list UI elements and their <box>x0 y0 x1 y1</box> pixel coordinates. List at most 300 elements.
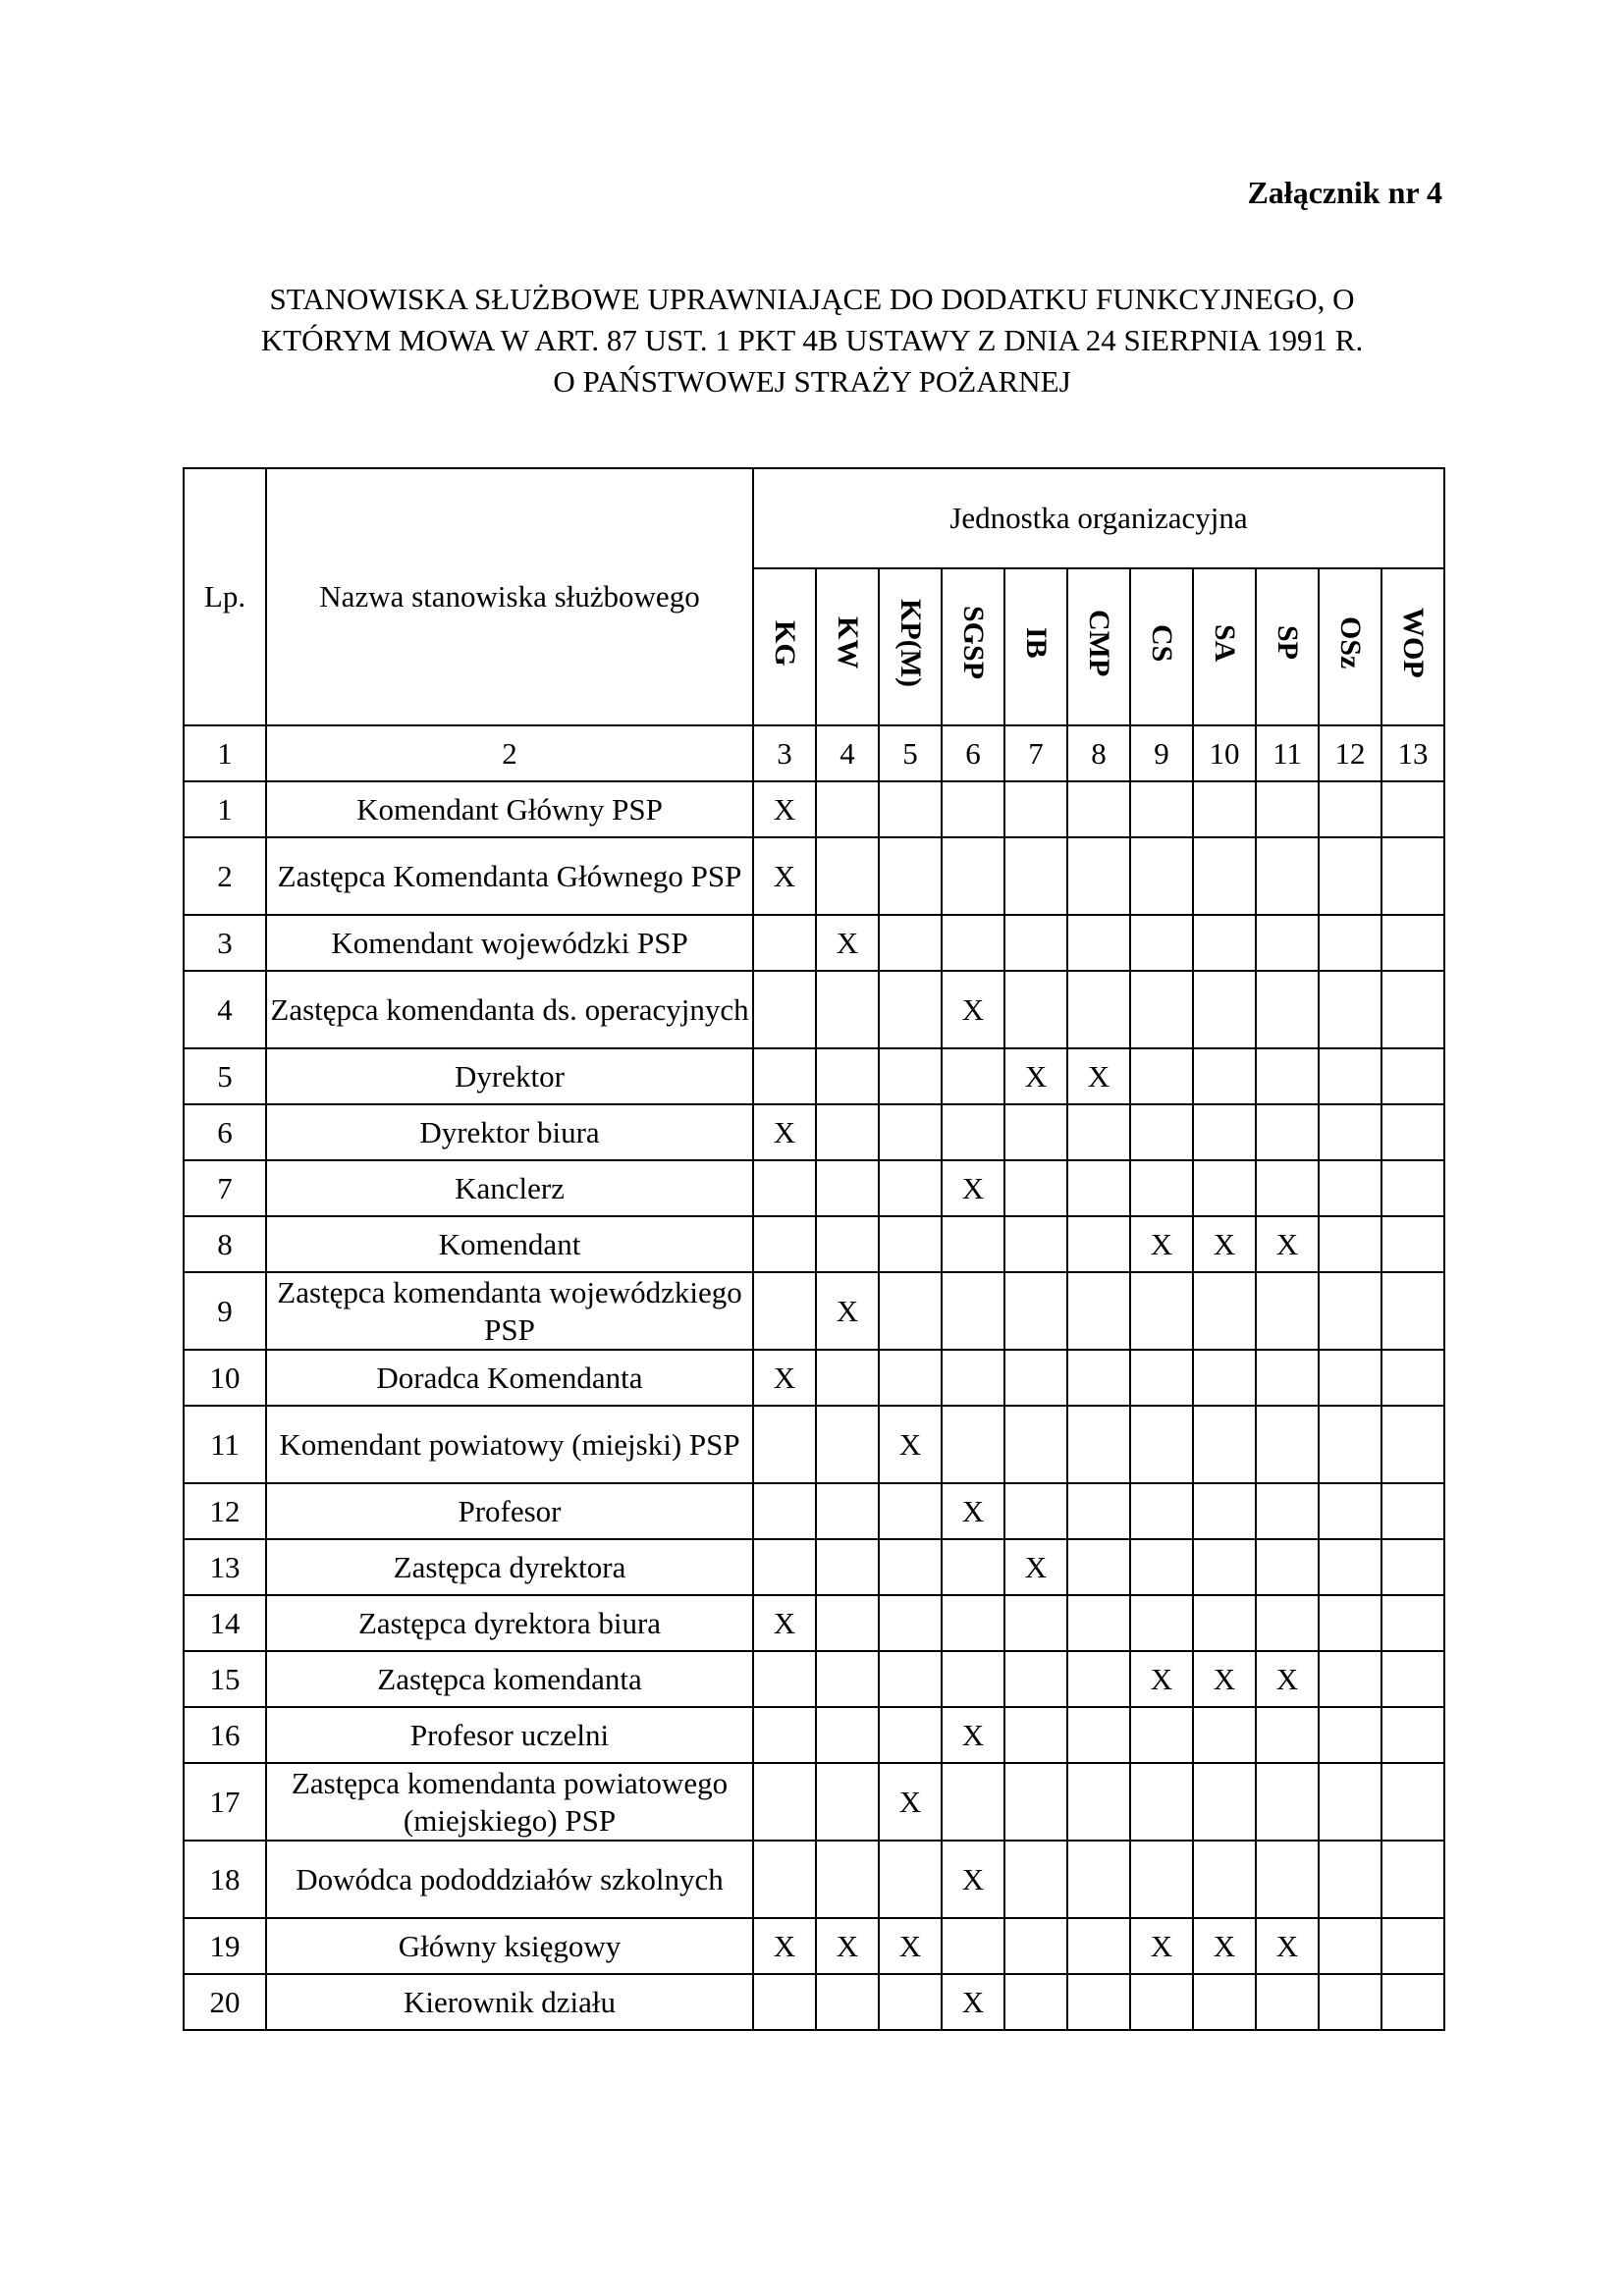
column-number: 1 <box>184 725 266 781</box>
title-line: STANOWISKA SŁUŻBOWE UPRAWNIAJĄCE DO DODATKU FUNKCYJNEGO, O <box>269 282 1355 316</box>
position-name: Zastępca dyrektora <box>266 1539 753 1595</box>
position-name: Główny księgowy <box>266 1918 753 1974</box>
column-number: 3 <box>753 725 816 781</box>
row-number: 19 <box>184 1918 266 1974</box>
unit-cell <box>1193 915 1256 971</box>
unit-cell <box>879 1595 942 1651</box>
unit-cell <box>1130 915 1193 971</box>
unit-cell <box>816 781 879 837</box>
unit-cell <box>816 837 879 915</box>
unit-cell <box>753 1539 816 1595</box>
unit-cell-marked: X <box>753 1350 816 1406</box>
unit-cell <box>879 1707 942 1763</box>
column-number: 12 <box>1319 725 1381 781</box>
unit-cell <box>816 1763 879 1841</box>
unit-cell <box>816 1595 879 1651</box>
unit-cell <box>1381 1216 1444 1272</box>
unit-cell <box>1319 1974 1381 2030</box>
header-unit <box>1193 568 1256 725</box>
unit-cell <box>753 915 816 971</box>
unit-cell <box>1381 1918 1444 1974</box>
unit-cell <box>1319 1048 1381 1104</box>
unit-cell <box>1319 1595 1381 1651</box>
unit-cell <box>1381 1651 1444 1707</box>
unit-cell <box>1319 1160 1381 1216</box>
unit-cell-marked: X <box>879 1406 942 1483</box>
table-row <box>184 781 1444 837</box>
position-name: Profesor uczelni <box>266 1707 753 1763</box>
header-unit <box>1067 568 1130 725</box>
unit-cell <box>1193 1841 1256 1918</box>
unit-cell <box>1193 1406 1256 1483</box>
unit-cell-marked: X <box>942 1974 1004 2030</box>
unit-cell-marked: X <box>1193 1918 1256 1974</box>
unit-cell-marked: X <box>942 1483 1004 1539</box>
header-unit-label: SGSP <box>957 606 990 680</box>
unit-cell <box>1256 1707 1319 1763</box>
unit-cell-marked: X <box>1067 1048 1130 1104</box>
position-name: Dyrektor biura <box>266 1104 753 1160</box>
header-unit-label: KW <box>832 616 864 669</box>
unit-cell <box>1256 915 1319 971</box>
row-number: 8 <box>184 1216 266 1272</box>
unit-cell <box>1256 1406 1319 1483</box>
position-name: Zastępca komendanta powiatowego (miejskiego) PSP <box>266 1763 753 1841</box>
unit-cell <box>753 1272 816 1350</box>
unit-cell <box>1004 1918 1067 1974</box>
table-row <box>184 1272 1444 1350</box>
unit-cell-marked: X <box>1004 1048 1067 1104</box>
unit-cell <box>1319 1841 1381 1918</box>
unit-cell <box>1319 1539 1381 1595</box>
table-row <box>184 1841 1444 1918</box>
unit-cell <box>1319 1104 1381 1160</box>
unit-cell <box>753 1974 816 2030</box>
unit-cell <box>1256 971 1319 1048</box>
unit-cell <box>942 1539 1004 1595</box>
unit-cell <box>1130 1406 1193 1483</box>
unit-cell <box>1130 1707 1193 1763</box>
unit-cell <box>942 1918 1004 1974</box>
unit-cell <box>1319 1272 1381 1350</box>
unit-cell <box>816 1160 879 1216</box>
unit-cell <box>753 971 816 1048</box>
header-unit <box>1319 568 1381 725</box>
table-row <box>184 1048 1444 1104</box>
unit-cell-marked: X <box>816 1272 879 1350</box>
unit-cell <box>1067 1763 1130 1841</box>
unit-cell <box>816 1104 879 1160</box>
unit-cell <box>1130 1841 1193 1918</box>
row-number: 13 <box>184 1539 266 1595</box>
unit-cell <box>1130 1763 1193 1841</box>
unit-cell <box>1004 1841 1067 1918</box>
unit-cell <box>1067 1104 1130 1160</box>
unit-cell <box>1004 1350 1067 1406</box>
unit-cell <box>879 1160 942 1216</box>
position-name: Kanclerz <box>266 1160 753 1216</box>
unit-cell <box>942 915 1004 971</box>
unit-cell <box>1256 1974 1319 2030</box>
unit-cell-marked: X <box>1256 1918 1319 1974</box>
row-number: 14 <box>184 1595 266 1651</box>
row-number: 20 <box>184 1974 266 2030</box>
header-unit-label: SA <box>1209 623 1241 663</box>
position-name: Komendant powiatowy (miejski) PSP <box>266 1406 753 1483</box>
unit-cell <box>1381 1763 1444 1841</box>
unit-cell <box>1130 1160 1193 1216</box>
unit-cell <box>816 1651 879 1707</box>
header-unit <box>1130 568 1193 725</box>
unit-cell <box>753 1216 816 1272</box>
unit-cell <box>1130 1104 1193 1160</box>
unit-cell <box>816 1216 879 1272</box>
unit-cell <box>1004 915 1067 971</box>
position-name: Dyrektor <box>266 1048 753 1104</box>
column-number: 8 <box>1067 725 1130 781</box>
unit-cell <box>1067 1841 1130 1918</box>
table-row <box>184 1160 1444 1216</box>
header-unit <box>1004 568 1067 725</box>
unit-cell <box>1067 1651 1130 1707</box>
unit-cell <box>1067 1406 1130 1483</box>
unit-cell <box>1004 781 1067 837</box>
position-name: Komendant <box>266 1216 753 1272</box>
unit-cell <box>1381 1539 1444 1595</box>
unit-cell <box>1381 1483 1444 1539</box>
unit-cell <box>1193 1104 1256 1160</box>
unit-cell <box>1067 1272 1130 1350</box>
unit-cell-marked: X <box>942 1841 1004 1918</box>
unit-cell <box>1381 971 1444 1048</box>
table-row <box>184 1595 1444 1651</box>
unit-cell <box>1004 971 1067 1048</box>
unit-cell <box>879 837 942 915</box>
unit-cell <box>1004 1595 1067 1651</box>
unit-cell <box>1067 1918 1130 1974</box>
unit-cell <box>1256 1841 1319 1918</box>
unit-cell <box>1004 1483 1067 1539</box>
row-number: 11 <box>184 1406 266 1483</box>
unit-cell <box>1130 1483 1193 1539</box>
unit-cell-marked: X <box>1130 1216 1193 1272</box>
unit-cell <box>879 1483 942 1539</box>
header-unit <box>816 568 879 725</box>
header-unit-label: KP(M) <box>894 599 927 687</box>
unit-cell <box>1067 781 1130 837</box>
unit-cell <box>1256 1350 1319 1406</box>
unit-cell <box>1067 1595 1130 1651</box>
unit-cell <box>753 1707 816 1763</box>
unit-cell <box>1004 1406 1067 1483</box>
position-name: Profesor <box>266 1483 753 1539</box>
unit-cell <box>879 971 942 1048</box>
unit-cell <box>1319 1350 1381 1406</box>
row-number: 15 <box>184 1651 266 1707</box>
column-number: 2 <box>266 725 753 781</box>
position-name: Zastępca komendanta <box>266 1651 753 1707</box>
unit-cell <box>1004 1763 1067 1841</box>
unit-cell <box>879 1841 942 1918</box>
position-name: Zastępca Komendanta Głównego PSP <box>266 837 753 915</box>
unit-cell <box>753 1048 816 1104</box>
unit-cell <box>1256 781 1319 837</box>
unit-cell-marked: X <box>1130 1651 1193 1707</box>
unit-cell <box>879 781 942 837</box>
unit-cell <box>1130 1048 1193 1104</box>
unit-cell <box>1193 1483 1256 1539</box>
unit-cell <box>879 1048 942 1104</box>
unit-cell <box>1319 1651 1381 1707</box>
title-line: O PAŃSTWOWEJ STRAŻY POŻARNEJ <box>553 364 1071 399</box>
row-number: 3 <box>184 915 266 971</box>
row-number: 10 <box>184 1350 266 1406</box>
table-row <box>184 1483 1444 1539</box>
unit-cell <box>1381 1048 1444 1104</box>
unit-cell <box>1381 1595 1444 1651</box>
column-number: 4 <box>816 725 879 781</box>
title-line: KTÓRYM MOWA W ART. 87 UST. 1 PKT 4B USTAWY Z DNIA 24 SIERPNIA 1991 R. <box>260 323 1364 357</box>
unit-cell <box>1256 1483 1319 1539</box>
unit-cell <box>816 1483 879 1539</box>
unit-cell <box>1256 1048 1319 1104</box>
unit-cell <box>753 1651 816 1707</box>
unit-cell <box>1130 1350 1193 1406</box>
unit-cell <box>1004 1651 1067 1707</box>
unit-cell <box>1381 781 1444 837</box>
header-lp: Lp. <box>184 468 266 725</box>
unit-cell <box>753 1483 816 1539</box>
table-row <box>184 1216 1444 1272</box>
unit-cell-marked: X <box>1004 1539 1067 1595</box>
unit-cell <box>1004 1104 1067 1160</box>
unit-cell-marked: X <box>1256 1651 1319 1707</box>
unit-cell <box>1381 1974 1444 2030</box>
unit-cell <box>879 1539 942 1595</box>
row-number: 4 <box>184 971 266 1048</box>
unit-cell-marked: X <box>753 1918 816 1974</box>
unit-cell <box>1381 1272 1444 1350</box>
unit-cell <box>1319 1406 1381 1483</box>
unit-cell <box>1193 1974 1256 2030</box>
position-name: Kierownik działu <box>266 1974 753 2030</box>
row-number: 7 <box>184 1160 266 1216</box>
unit-cell <box>1193 1048 1256 1104</box>
unit-cell <box>1004 1974 1067 2030</box>
unit-cell <box>1130 1272 1193 1350</box>
unit-cell <box>1256 1763 1319 1841</box>
header-unit-label: CS <box>1146 623 1178 663</box>
unit-cell <box>1067 1707 1130 1763</box>
unit-cell <box>942 1048 1004 1104</box>
row-number: 16 <box>184 1707 266 1763</box>
unit-cell <box>1130 1595 1193 1651</box>
unit-cell <box>753 1160 816 1216</box>
unit-cell <box>1193 1763 1256 1841</box>
unit-cell <box>1193 1272 1256 1350</box>
unit-cell <box>942 1651 1004 1707</box>
unit-cell <box>1256 837 1319 915</box>
column-number: 10 <box>1193 725 1256 781</box>
unit-cell-marked: X <box>1256 1216 1319 1272</box>
unit-cell <box>1381 1841 1444 1918</box>
row-number: 2 <box>184 837 266 915</box>
column-number: 6 <box>942 725 1004 781</box>
positions-table <box>183 467 1445 2031</box>
unit-cell <box>1319 1483 1381 1539</box>
unit-cell <box>942 781 1004 837</box>
table-row <box>184 1707 1444 1763</box>
row-number: 17 <box>184 1763 266 1841</box>
unit-cell <box>1381 1104 1444 1160</box>
unit-cell <box>1319 1918 1381 1974</box>
unit-cell <box>1130 781 1193 837</box>
unit-cell <box>1067 1160 1130 1216</box>
unit-cell <box>879 1272 942 1350</box>
unit-cell <box>879 1216 942 1272</box>
unit-cell-marked: X <box>753 781 816 837</box>
unit-cell <box>942 1595 1004 1651</box>
unit-cell <box>816 1406 879 1483</box>
row-number: 5 <box>184 1048 266 1104</box>
unit-cell <box>816 1974 879 2030</box>
table-row <box>184 1104 1444 1160</box>
unit-cell <box>1319 1216 1381 1272</box>
position-name: Zastępca komendanta ds. operacyjnych <box>266 971 753 1048</box>
unit-cell <box>816 1841 879 1918</box>
header-unit <box>1256 568 1319 725</box>
unit-cell <box>1256 1539 1319 1595</box>
table-row <box>184 837 1444 915</box>
row-number: 9 <box>184 1272 266 1350</box>
header-unit <box>942 568 1004 725</box>
unit-cell-marked: X <box>816 1918 879 1974</box>
unit-cell <box>1193 971 1256 1048</box>
unit-cell <box>1319 1707 1381 1763</box>
table-row <box>184 1918 1444 1974</box>
unit-cell <box>1067 915 1130 971</box>
position-name: Dowódca pododdziałów szkolnych <box>266 1841 753 1918</box>
unit-cell <box>1193 1539 1256 1595</box>
unit-cell <box>1130 837 1193 915</box>
unit-cell <box>816 971 879 1048</box>
unit-cell <box>1256 1595 1319 1651</box>
unit-cell <box>1319 781 1381 837</box>
unit-cell <box>1193 1160 1256 1216</box>
header-position-name: Nazwa stanowiska służbowego <box>266 468 753 725</box>
header-unit-label: WOP <box>1397 608 1430 678</box>
table-row <box>184 1651 1444 1707</box>
unit-cell <box>1256 1104 1319 1160</box>
unit-cell <box>1256 1272 1319 1350</box>
column-number: 7 <box>1004 725 1067 781</box>
position-name: Doradca Komendanta <box>266 1350 753 1406</box>
row-number: 12 <box>184 1483 266 1539</box>
unit-cell-marked: X <box>753 1595 816 1651</box>
table-row <box>184 1539 1444 1595</box>
unit-cell <box>1067 1216 1130 1272</box>
position-name: Zastępca komendanta wojewódzkiego PSP <box>266 1272 753 1350</box>
unit-cell <box>1381 915 1444 971</box>
unit-cell <box>1381 1406 1444 1483</box>
unit-cell <box>1319 1763 1381 1841</box>
unit-cell <box>1130 971 1193 1048</box>
table-row <box>184 915 1444 971</box>
header-unit-label: CMP <box>1083 609 1115 677</box>
unit-cell <box>1067 1483 1130 1539</box>
unit-cell <box>879 1104 942 1160</box>
unit-cell <box>753 1763 816 1841</box>
unit-cell <box>1381 1350 1444 1406</box>
unit-cell <box>1319 971 1381 1048</box>
unit-cell <box>1004 1707 1067 1763</box>
position-name: Zastępca dyrektora biura <box>266 1595 753 1651</box>
unit-cell-marked: X <box>1193 1651 1256 1707</box>
unit-cell <box>1004 1216 1067 1272</box>
unit-cell <box>816 1048 879 1104</box>
unit-cell <box>879 915 942 971</box>
unit-cell-marked: X <box>1193 1216 1256 1272</box>
unit-cell-marked: X <box>879 1918 942 1974</box>
column-number: 11 <box>1256 725 1319 781</box>
unit-cell <box>753 1841 816 1918</box>
unit-cell-marked: X <box>942 1707 1004 1763</box>
unit-cell <box>1004 837 1067 915</box>
header-unit <box>879 568 942 725</box>
column-number: 9 <box>1130 725 1193 781</box>
unit-cell <box>879 1974 942 2030</box>
row-number: 18 <box>184 1841 266 1918</box>
unit-cell <box>1319 915 1381 971</box>
unit-cell-marked: X <box>879 1763 942 1841</box>
unit-cell-marked: X <box>1130 1918 1193 1974</box>
unit-cell <box>1381 1707 1444 1763</box>
header-unit-label: OSz <box>1334 616 1367 669</box>
unit-cell <box>942 1350 1004 1406</box>
header-unit-label: IB <box>1020 627 1053 659</box>
row-number: 6 <box>184 1104 266 1160</box>
unit-cell <box>753 1406 816 1483</box>
unit-cell <box>879 1651 942 1707</box>
header-unit-label: SP <box>1272 625 1304 661</box>
unit-cell <box>1130 1539 1193 1595</box>
table-row <box>184 1350 1444 1406</box>
unit-cell <box>816 1539 879 1595</box>
unit-cell <box>1193 781 1256 837</box>
unit-cell-marked: X <box>942 971 1004 1048</box>
table-row <box>184 1763 1444 1841</box>
unit-cell <box>816 1707 879 1763</box>
unit-cell-marked: X <box>816 915 879 971</box>
table-row <box>184 1974 1444 2030</box>
unit-cell-marked: X <box>753 1104 816 1160</box>
row-number: 1 <box>184 781 266 837</box>
unit-cell <box>1067 1350 1130 1406</box>
header-unit <box>1381 568 1444 725</box>
unit-cell <box>1004 1272 1067 1350</box>
unit-cell <box>1193 1595 1256 1651</box>
table-row <box>184 1406 1444 1483</box>
unit-cell <box>942 837 1004 915</box>
unit-cell <box>1256 1160 1319 1216</box>
unit-cell <box>1067 837 1130 915</box>
unit-cell <box>942 1406 1004 1483</box>
unit-cell <box>942 1216 1004 1272</box>
header-org-unit: Jednostka organizacyjna <box>753 468 1444 568</box>
unit-cell <box>1130 1974 1193 2030</box>
unit-cell <box>1381 1160 1444 1216</box>
annex-label: Załącznik nr 4 <box>1247 175 1442 210</box>
